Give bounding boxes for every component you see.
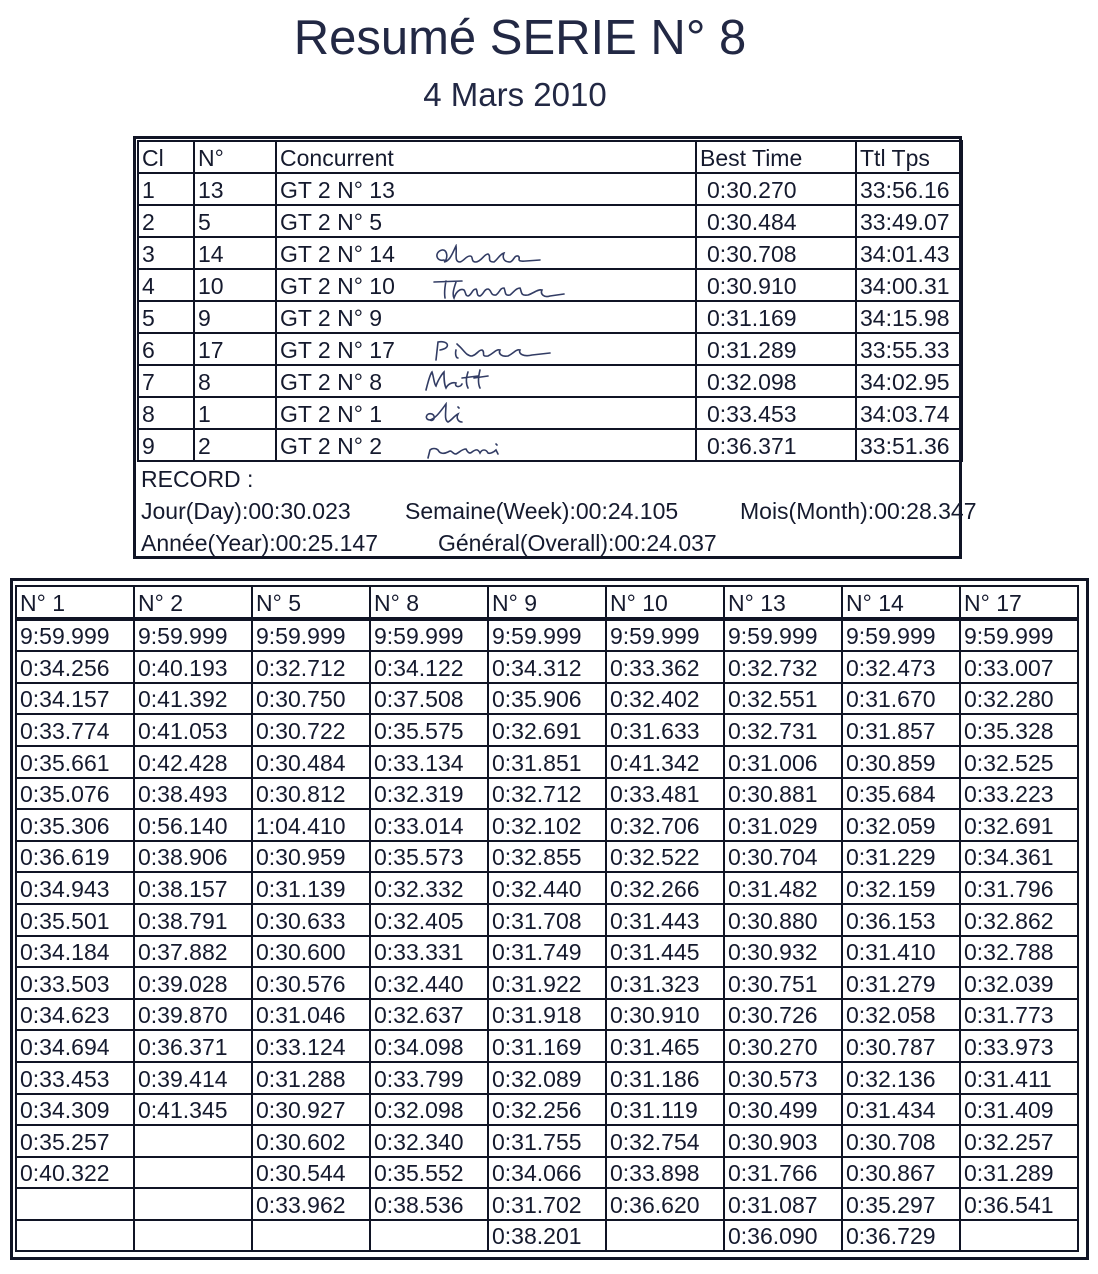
lap-time-cell: 0:35.328 xyxy=(960,714,1078,746)
total-time-cell: 33:56.16 xyxy=(856,173,962,205)
lap-time-cell: 0:31.702 xyxy=(488,1188,606,1220)
lap-time-cell: 0:31.482 xyxy=(724,872,842,904)
lap-time-cell: 0:31.857 xyxy=(842,714,960,746)
lap-time-cell: 0:30.602 xyxy=(252,1125,370,1157)
results-row xyxy=(138,237,962,269)
signature-matt xyxy=(422,368,494,392)
lap-time-cell: 0:30.881 xyxy=(724,778,842,810)
results-row xyxy=(138,173,962,205)
lap-time-cell: 0:30.722 xyxy=(252,714,370,746)
lap-time-cell: 0:31.708 xyxy=(488,904,606,936)
lap-time-cell: 0:34.312 xyxy=(488,651,606,683)
rank-cell: 3 xyxy=(138,237,194,269)
lap-time-cell: 0:33.973 xyxy=(960,1030,1078,1062)
lap-time-cell: 0:31.851 xyxy=(488,746,606,778)
lap-time-cell: 0:41.392 xyxy=(134,683,252,715)
lap-row xyxy=(16,1188,1078,1220)
lap-time-cell: 0:33.503 xyxy=(16,967,134,999)
lap-time-cell: 0:32.788 xyxy=(960,936,1078,968)
lap-time-cell: 0:32.691 xyxy=(488,714,606,746)
lap-time-cell: 0:32.440 xyxy=(488,872,606,904)
lap-time-cell: 0:30.708 xyxy=(842,1125,960,1157)
lap-time-cell: 9:59.999 xyxy=(842,619,960,652)
lap-time-cell: 0:34.066 xyxy=(488,1157,606,1189)
lap-time-cell: 0:30.750 xyxy=(252,683,370,715)
lap-time-cell: 0:36.371 xyxy=(134,1030,252,1062)
number-cell: 17 xyxy=(194,333,276,365)
lap-time-cell: 0:31.410 xyxy=(842,936,960,968)
lap-time-cell xyxy=(134,1220,252,1252)
best-time-cell: 0:30.484 xyxy=(696,205,856,237)
lap-time-cell: 0:31.119 xyxy=(606,1094,724,1126)
lap-time-cell: 0:30.867 xyxy=(842,1157,960,1189)
lap-row xyxy=(16,746,1078,778)
lap-time-cell: 0:36.729 xyxy=(842,1220,960,1252)
lap-time-cell: 0:38.157 xyxy=(134,872,252,904)
lap-time-cell xyxy=(134,1157,252,1189)
lap-row xyxy=(16,619,1078,652)
lap-time-cell xyxy=(252,1220,370,1252)
concurrent-cell: GT 2 N° 17 xyxy=(276,333,696,365)
lap-time-cell: 0:31.087 xyxy=(724,1188,842,1220)
rank-cell: 8 xyxy=(138,397,194,429)
lap-row xyxy=(16,1125,1078,1157)
lap-time-cell: 0:31.186 xyxy=(606,1062,724,1094)
number-cell: 1 xyxy=(194,397,276,429)
lap-row xyxy=(16,936,1078,968)
lap-time-cell: 0:32.039 xyxy=(960,967,1078,999)
lap-row xyxy=(16,1157,1078,1189)
lap-time-cell: 0:31.279 xyxy=(842,967,960,999)
lap-time-cell: 0:36.620 xyxy=(606,1188,724,1220)
concurrent-cell: GT 2 N° 2 xyxy=(276,429,696,461)
rank-cell: 5 xyxy=(138,301,194,333)
lap-time-cell: 0:31.139 xyxy=(252,872,370,904)
lap-time-cell: 0:31.411 xyxy=(960,1062,1078,1094)
lap-time-cell: 0:35.501 xyxy=(16,904,134,936)
lap-time-cell: 0:32.319 xyxy=(370,778,488,810)
lap-time-cell: 0:34.122 xyxy=(370,651,488,683)
lap-time-cell: 0:35.306 xyxy=(16,809,134,841)
results-body xyxy=(138,141,962,461)
lap-time-cell: 0:32.340 xyxy=(370,1125,488,1157)
lap-time-cell: 9:59.999 xyxy=(724,619,842,652)
lap-time-cell: 0:31.755 xyxy=(488,1125,606,1157)
lap-row xyxy=(16,778,1078,810)
laps-table xyxy=(15,585,1079,1252)
number-cell: 9 xyxy=(194,301,276,333)
results-row xyxy=(138,301,962,333)
laps-column-header: N° 2 xyxy=(134,586,252,619)
lap-time-cell: 0:32.522 xyxy=(606,841,724,873)
lap-time-cell: 0:32.712 xyxy=(252,651,370,683)
lap-time-cell xyxy=(16,1220,134,1252)
best-time-cell: 0:31.169 xyxy=(696,301,856,333)
record-line-1 xyxy=(141,496,977,526)
record-week: Semaine(Week):00:24.105 xyxy=(405,498,679,524)
lap-time-cell: 0:35.257 xyxy=(16,1125,134,1157)
rank-cell: 2 xyxy=(138,205,194,237)
lap-time-cell: 0:32.706 xyxy=(606,809,724,841)
record-label: RECORD : xyxy=(141,466,254,492)
results-column-header: N° xyxy=(194,141,276,173)
rank-cell: 1 xyxy=(138,173,194,205)
concurrent-cell: GT 2 N° 10 xyxy=(276,269,696,301)
lap-time-cell: 0:30.859 xyxy=(842,746,960,778)
lap-time-cell: 0:32.257 xyxy=(960,1125,1078,1157)
lap-time-cell: 0:38.493 xyxy=(134,778,252,810)
lap-row xyxy=(16,651,1078,683)
lap-time-cell: 0:30.573 xyxy=(724,1062,842,1094)
results-row xyxy=(138,429,962,461)
lap-time-cell: 0:33.134 xyxy=(370,746,488,778)
lap-time-cell: 0:30.927 xyxy=(252,1094,370,1126)
lap-time-cell: 0:31.670 xyxy=(842,683,960,715)
lap-time-cell: 0:31.006 xyxy=(724,746,842,778)
lap-time-cell: 0:30.633 xyxy=(252,904,370,936)
lap-time-cell: 0:34.098 xyxy=(370,1030,488,1062)
lap-time-cell: 0:31.445 xyxy=(606,936,724,968)
lap-time-cell: 0:30.787 xyxy=(842,1030,960,1062)
total-time-cell: 34:02.95 xyxy=(856,365,962,397)
lap-time-cell: 0:32.862 xyxy=(960,904,1078,936)
record-year: Année(Year):00:25.147 xyxy=(141,530,379,556)
lap-time-cell: 0:34.184 xyxy=(16,936,134,968)
lap-time-cell: 0:39.870 xyxy=(134,999,252,1031)
laps-column-header: N° 1 xyxy=(16,586,134,619)
lap-time-cell: 0:30.484 xyxy=(252,746,370,778)
lap-time-cell: 9:59.999 xyxy=(252,619,370,652)
lap-time-cell: 0:31.434 xyxy=(842,1094,960,1126)
lap-time-cell: 0:35.906 xyxy=(488,683,606,715)
lap-time-cell: 0:32.551 xyxy=(724,683,842,715)
laps-column-header: N° 10 xyxy=(606,586,724,619)
number-cell: 14 xyxy=(194,237,276,269)
laps-header-row xyxy=(16,586,1078,619)
lap-time-cell: 0:30.704 xyxy=(724,841,842,873)
lap-time-cell: 0:32.098 xyxy=(370,1094,488,1126)
lap-time-cell: 0:30.751 xyxy=(724,967,842,999)
lap-time-cell: 0:31.766 xyxy=(724,1157,842,1189)
lap-time-cell: 0:31.443 xyxy=(606,904,724,936)
rank-cell: 6 xyxy=(138,333,194,365)
lap-time-cell: 0:32.136 xyxy=(842,1062,960,1094)
lap-time-cell: 0:33.799 xyxy=(370,1062,488,1094)
lap-time-cell: 0:34.361 xyxy=(960,841,1078,873)
lap-row xyxy=(16,1030,1078,1062)
lap-time-cell: 0:32.280 xyxy=(960,683,1078,715)
lap-time-cell xyxy=(606,1220,724,1252)
lap-time-cell: 0:35.573 xyxy=(370,841,488,873)
lap-time-cell: 0:32.405 xyxy=(370,904,488,936)
lap-time-cell: 0:30.270 xyxy=(724,1030,842,1062)
laps-column-header: N° 8 xyxy=(370,586,488,619)
lap-row xyxy=(16,872,1078,904)
lap-time-cell: 0:31.409 xyxy=(960,1094,1078,1126)
event-date: 4 Mars 2010 xyxy=(423,76,607,113)
lap-time-cell: 0:32.058 xyxy=(842,999,960,1031)
lap-time-cell: 0:32.256 xyxy=(488,1094,606,1126)
lap-time-cell: 0:34.694 xyxy=(16,1030,134,1062)
total-time-cell: 34:01.43 xyxy=(856,237,962,269)
lap-time-cell xyxy=(134,1188,252,1220)
results-header-row xyxy=(138,141,962,173)
lap-time-cell: 0:34.623 xyxy=(16,999,134,1031)
lap-time-cell: 0:34.943 xyxy=(16,872,134,904)
lap-time-cell xyxy=(134,1125,252,1157)
number-cell: 10 xyxy=(194,269,276,301)
lap-time-cell: 9:59.999 xyxy=(370,619,488,652)
lap-time-cell: 0:33.962 xyxy=(252,1188,370,1220)
lap-time-cell: 0:30.959 xyxy=(252,841,370,873)
lap-time-cell: 0:36.153 xyxy=(842,904,960,936)
lap-row xyxy=(16,1062,1078,1094)
record-day: Jour(Day):00:30.023 xyxy=(141,498,351,524)
lap-time-cell: 0:32.754 xyxy=(606,1125,724,1157)
lap-time-cell: 0:33.362 xyxy=(606,651,724,683)
best-time-cell: 0:36.371 xyxy=(696,429,856,461)
lap-time-cell: 0:35.684 xyxy=(842,778,960,810)
lap-time-cell: 0:33.453 xyxy=(16,1062,134,1094)
lap-time-cell: 0:31.323 xyxy=(606,967,724,999)
concurrent-cell: GT 2 N° 8 xyxy=(276,365,696,397)
lap-time-cell: 0:41.053 xyxy=(134,714,252,746)
lap-time-cell: 0:37.882 xyxy=(134,936,252,968)
lap-time-cell: 0:32.402 xyxy=(606,683,724,715)
record-line-2 xyxy=(141,528,717,558)
lap-time-cell: 0:32.691 xyxy=(960,809,1078,841)
number-cell: 8 xyxy=(194,365,276,397)
lap-time-cell: 0:41.342 xyxy=(606,746,724,778)
lap-time-cell: 0:31.773 xyxy=(960,999,1078,1031)
lap-time-cell: 0:41.345 xyxy=(134,1094,252,1126)
signature-pierre xyxy=(430,338,554,362)
lap-time-cell: 0:37.508 xyxy=(370,683,488,715)
lap-time-cell: 0:33.014 xyxy=(370,809,488,841)
lap-time-cell: 0:32.637 xyxy=(370,999,488,1031)
total-time-cell: 33:49.07 xyxy=(856,205,962,237)
lap-time-cell: 9:59.999 xyxy=(16,619,134,652)
lap-time-cell: 0:31.289 xyxy=(960,1157,1078,1189)
lap-time-cell: 0:30.600 xyxy=(252,936,370,968)
results-column-header: Ttl Tps xyxy=(856,141,962,173)
lap-time-cell: 0:30.576 xyxy=(252,967,370,999)
laps-column-header: N° 14 xyxy=(842,586,960,619)
lap-time-cell: 0:30.903 xyxy=(724,1125,842,1157)
laps-column-header: N° 5 xyxy=(252,586,370,619)
lap-row xyxy=(16,1094,1078,1126)
number-cell: 5 xyxy=(194,205,276,237)
lap-time-cell: 0:33.774 xyxy=(16,714,134,746)
laps-column-header: N° 17 xyxy=(960,586,1078,619)
lap-time-cell xyxy=(16,1188,134,1220)
laps-body xyxy=(16,586,1078,1251)
lap-time-cell: 0:42.428 xyxy=(134,746,252,778)
lap-time-cell: 0:31.169 xyxy=(488,1030,606,1062)
best-time-cell: 0:31.289 xyxy=(696,333,856,365)
lap-time-cell: 0:32.089 xyxy=(488,1062,606,1094)
lap-time-cell: 0:32.266 xyxy=(606,872,724,904)
lap-time-cell: 0:35.552 xyxy=(370,1157,488,1189)
number-cell: 13 xyxy=(194,173,276,205)
signature-remi xyxy=(424,436,510,460)
total-time-cell: 33:51.36 xyxy=(856,429,962,461)
page-title: Resumé SERIE N° 8 xyxy=(293,11,747,65)
lap-time-cell xyxy=(370,1220,488,1252)
lap-time-cell: 0:40.193 xyxy=(134,651,252,683)
lap-time-cell: 0:32.159 xyxy=(842,872,960,904)
lap-time-cell: 0:30.880 xyxy=(724,904,842,936)
lap-time-cell: 0:32.731 xyxy=(724,714,842,746)
lap-time-cell: 0:32.440 xyxy=(370,967,488,999)
lap-row xyxy=(16,809,1078,841)
lap-time-cell: 0:30.544 xyxy=(252,1157,370,1189)
lap-time-cell: 0:40.322 xyxy=(16,1157,134,1189)
lap-time-cell: 0:31.922 xyxy=(488,967,606,999)
concurrent-cell: GT 2 N° 13 xyxy=(276,173,696,205)
lap-time-cell: 0:33.007 xyxy=(960,651,1078,683)
lap-time-cell: 1:04.410 xyxy=(252,809,370,841)
results-row xyxy=(138,365,962,397)
total-time-cell: 34:03.74 xyxy=(856,397,962,429)
lap-time-cell: 0:32.525 xyxy=(960,746,1078,778)
lap-time-cell: 0:36.541 xyxy=(960,1188,1078,1220)
lap-time-cell: 0:36.090 xyxy=(724,1220,842,1252)
lap-time-cell: 0:32.712 xyxy=(488,778,606,810)
lap-time-cell: 0:32.473 xyxy=(842,651,960,683)
lap-row xyxy=(16,967,1078,999)
total-time-cell: 34:00.31 xyxy=(856,269,962,301)
lap-time-cell: 0:33.124 xyxy=(252,1030,370,1062)
concurrent-cell: GT 2 N° 14 xyxy=(276,237,696,269)
best-time-cell: 0:32.098 xyxy=(696,365,856,397)
lap-time-cell: 0:30.910 xyxy=(606,999,724,1031)
lap-time-cell: 0:35.297 xyxy=(842,1188,960,1220)
lap-time-cell: 0:30.932 xyxy=(724,936,842,968)
lap-time-cell: 0:30.726 xyxy=(724,999,842,1031)
lap-time-cell: 0:34.309 xyxy=(16,1094,134,1126)
lap-time-cell: 0:36.619 xyxy=(16,841,134,873)
rank-cell: 9 xyxy=(138,429,194,461)
lap-time-cell: 0:33.331 xyxy=(370,936,488,968)
lap-time-cell: 0:56.140 xyxy=(134,809,252,841)
rank-cell: 4 xyxy=(138,269,194,301)
signature-oli xyxy=(422,402,482,426)
lap-time-cell: 0:38.536 xyxy=(370,1188,488,1220)
lap-time-cell: 0:32.059 xyxy=(842,809,960,841)
lap-time-cell: 0:31.749 xyxy=(488,936,606,968)
lap-time-cell: 0:31.046 xyxy=(252,999,370,1031)
best-time-cell: 0:30.910 xyxy=(696,269,856,301)
lap-time-cell: 0:31.633 xyxy=(606,714,724,746)
lap-time-cell: 0:31.029 xyxy=(724,809,842,841)
lap-time-cell: 9:59.999 xyxy=(606,619,724,652)
lap-time-cell: 0:39.028 xyxy=(134,967,252,999)
lap-row xyxy=(16,999,1078,1031)
signature-thierry xyxy=(432,276,568,300)
lap-time-cell: 0:35.661 xyxy=(16,746,134,778)
lap-time-cell: 0:32.102 xyxy=(488,809,606,841)
concurrent-cell: GT 2 N° 1 xyxy=(276,397,696,429)
lap-time-cell: 9:59.999 xyxy=(488,619,606,652)
rank-cell: 7 xyxy=(138,365,194,397)
total-time-cell: 34:15.98 xyxy=(856,301,962,333)
lap-row xyxy=(16,714,1078,746)
lap-time-cell: 0:31.796 xyxy=(960,872,1078,904)
signature-alexis xyxy=(430,244,548,268)
results-column-header: Best Time xyxy=(696,141,856,173)
lap-time-cell: 0:30.812 xyxy=(252,778,370,810)
lap-time-cell: 0:32.332 xyxy=(370,872,488,904)
total-time-cell: 33:55.33 xyxy=(856,333,962,365)
number-cell: 2 xyxy=(194,429,276,461)
best-time-cell: 0:33.453 xyxy=(696,397,856,429)
lap-time-cell: 0:38.791 xyxy=(134,904,252,936)
lap-time-cell: 0:39.414 xyxy=(134,1062,252,1094)
lap-time-cell: 9:59.999 xyxy=(134,619,252,652)
lap-time-cell: 0:30.499 xyxy=(724,1094,842,1126)
lap-row xyxy=(16,904,1078,936)
lap-time-cell: 0:35.076 xyxy=(16,778,134,810)
lap-time-cell: 0:31.288 xyxy=(252,1062,370,1094)
lap-time-cell xyxy=(960,1220,1078,1252)
results-table xyxy=(137,140,963,462)
lap-time-cell: 0:34.157 xyxy=(16,683,134,715)
lap-time-cell: 0:35.575 xyxy=(370,714,488,746)
record-overall: Général(Overall):00:24.037 xyxy=(438,530,717,556)
concurrent-cell: GT 2 N° 5 xyxy=(276,205,696,237)
lap-time-cell: 0:33.481 xyxy=(606,778,724,810)
lap-time-cell: 0:33.223 xyxy=(960,778,1078,810)
results-row xyxy=(138,205,962,237)
best-time-cell: 0:30.270 xyxy=(696,173,856,205)
lap-time-cell: 0:31.465 xyxy=(606,1030,724,1062)
lap-time-cell: 0:31.229 xyxy=(842,841,960,873)
lap-time-cell: 0:34.256 xyxy=(16,651,134,683)
lap-time-cell: 0:32.732 xyxy=(724,651,842,683)
lap-time-cell: 0:32.855 xyxy=(488,841,606,873)
best-time-cell: 0:30.708 xyxy=(696,237,856,269)
results-column-header: Cl xyxy=(138,141,194,173)
results-column-header: Concurrent xyxy=(276,141,696,173)
lap-time-cell: 0:38.906 xyxy=(134,841,252,873)
record-month: Mois(Month):00:28.347 xyxy=(740,498,977,524)
lap-row xyxy=(16,683,1078,715)
lap-time-cell: 0:31.918 xyxy=(488,999,606,1031)
lap-row xyxy=(16,1220,1078,1252)
lap-time-cell: 0:33.898 xyxy=(606,1157,724,1189)
lap-time-cell: 0:38.201 xyxy=(488,1220,606,1252)
laps-column-header: N° 9 xyxy=(488,586,606,619)
laps-column-header: N° 13 xyxy=(724,586,842,619)
concurrent-cell: GT 2 N° 9 xyxy=(276,301,696,333)
lap-time-cell: 9:59.999 xyxy=(960,619,1078,652)
results-row xyxy=(138,397,962,429)
lap-row xyxy=(16,841,1078,873)
